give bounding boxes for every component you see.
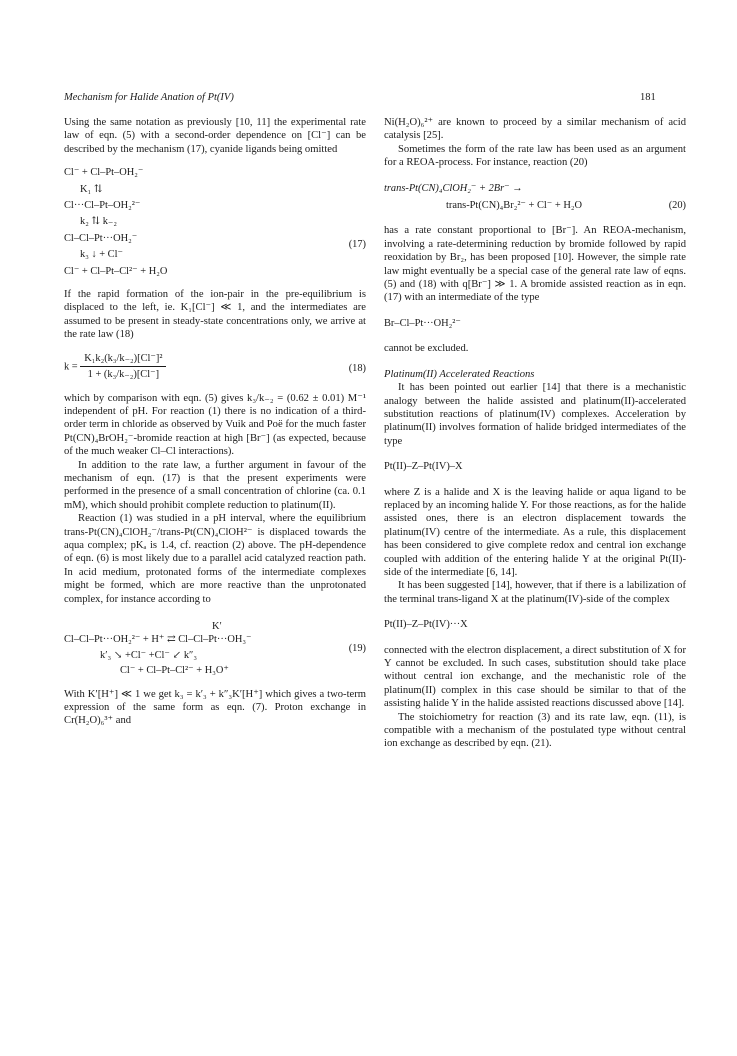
paragraph: Using the same notation as previously [10, 11] the experimental rate law of eqn. (5) with a second-order dependence on [Cl⁻] can be described by the mechanism (17), cyanide ligands being omitted [64,117,366,155]
equation-line: trans-Pt(CN)₄Br₂²⁻ + Cl⁻ + H₂O [446,200,582,212]
equation-line: k′₃ ↘ +Cl⁻ +Cl⁻ ↙ k″₃ [100,649,197,661]
paragraph: If the rapid formation of the ion-pair in the pre-equilibrium is displaced to the left, ie. K₁[Cl⁻] ≪ 1, and the intermediates are assumed to be present in steady-state concentrations only, we arrive at the rate law (18) [64,289,366,341]
page-number: 181 [640,92,656,103]
equation-bridged-intermediate: Pt(II)–Z–Pt(IV)–X [384,461,463,473]
equation-lhs: k = [64,360,78,372]
paragraph: connected with the electron displacement, a direct substitution of X for Y cannot be excluded. In such cases, substitution should take place without central ion exchange, and the mechanistic role of the platinum(II) complex in this case should be similar to that of the assisting halide Y in the halide assisted reactions discussed above [14]. [384,644,686,710]
fraction-denominator: 1 + (k₃/k₋₂)[Cl⁻] [87,369,160,381]
mechanism-line: Cl⁻ + Cl–Pt–OH₂⁻ [64,167,144,179]
mechanism-line: Cl···Cl–Pt–OH₂²⁻ [64,200,141,212]
equation-number: (17) [348,239,366,251]
equation-19 [64,620,366,678]
paragraph: has a rate constant proportional to [Br⁻]. An REOA-mechanism, involving a rate-determining reduction by bromide followed by rapid reoxidation by Br₂, has been proposed [10]. However, the simple rate law might eventually be a special case of the general rate law of eqns. (5) and (18) with q[Br⁻] ≫ 1. A bromide assisted reaction as in eqn. (17) with an intermediate of the type [384,225,686,304]
equation-number: (19) [348,643,366,654]
equation-fraction [80,352,166,382]
paragraph: It has been pointed out earlier [14] that there is a mechanistic analogy between the halide assisted and platinum(II)-accelerated substitution reactions of platinum(IV) complexes. Acceleration by platinum(II) involves formation of halide bridged intermediates of the type [384,382,686,447]
paragraph: The stoichiometry for reaction (3) and its rate law, eqn. (11), is compatible with a mechanism of the postulated type without central ion exchange as described by eqn. (21). [384,711,686,750]
left-column [64,116,366,728]
paragraph: Sometimes the form of the rate law has been used as an argument for a REOA-process. For instance, reaction (20) [384,143,686,169]
paragraph: which by comparison with eqn. (5) gives k₃/k₋₂ = (0.62 ± 0.01) M⁻¹ independent of pH. For reaction (1) there is no indication of a third-order term in chloride as observed by Vuik and Poë for the much faster Pt(CN)₄BrOH₂⁻-bromide reaction at high [Br⁻] (as expected, because of the much weaker Cl–Cl interactions). [64,392,366,458]
mechanism-line: Cl⁻ + Cl–Pt–Cl²⁻ + H₂O [64,265,168,277]
paragraph: Ni(H₂O)₆²⁺ are known to proceed by a similar mechanism of acid catalysis [25]. [384,117,686,142]
equation-line: Cl–Cl–Pt···OH₂²⁻ + H⁺ ⇄ Cl–Cl–Pt···OH₃⁻ [64,634,252,646]
equation-18 [64,352,366,382]
mechanism-step: k₃ ↓ + Cl⁻ [80,249,123,261]
section-heading: Platinum(II) Accelerated Reactions [384,368,535,380]
equilibrium-constant: K′ [212,621,222,632]
paragraph: With K′[H⁺] ≪ 1 we get k₃ = k′₃ + k″₃K′[H⁺] which gives a two-term expression of the same form as eqn. (7). Proton exchange in Cr(H₂O)₆³⁺ and [64,688,366,727]
equation-line: trans-Pt(CN)₄ClOH₂⁻ + 2Br⁻ → [384,182,523,194]
mechanism-step: K₁ ⇅ [80,183,103,195]
mechanism-step: k₂ ⇅ k₋₂ [80,216,118,228]
equation-number: (20) [668,199,686,211]
equation-line: Cl⁻ + Cl–Pt–Cl²⁻ + H₃O⁺ [120,665,229,677]
mechanism-line: Cl–Cl–Pt···OH₂⁻ [64,232,138,244]
paragraph: Reaction (1) was studied in a pH interval, where the equilibrium trans-Pt(CN)₄ClOH₂⁻/trans-Pt(CN)₄ClOH²⁻ is displaced towards the aqua complex; pKₐ is 1.4, cf. reaction (2) above. The pH-dependence of eqn. (6) is most likely due to a parallel acid catalyzed reaction path. In acid medium, protonated forms of the intermediate complexes might be formed, which are more reactive than the unprotonated complex, for instance according to [64,513,366,605]
mechanism-17 [64,166,366,278]
equation-labilized-intermediate: Pt(II)–Z–Pt(IV)···X [384,619,468,631]
paragraph: It has been suggested [14], however, that if there is a labilization of the terminal trans-ligand X at the platinum(IV)-side of the complex [384,580,686,605]
running-title: Mechanism for Halide Anation of Pt(IV) [64,92,234,103]
equation-20 [384,182,686,213]
paragraph: where Z is a halide and X is the leaving halide or aqua ligand to be replaced by an incoming halide Y. For those reactions, as for the halide assisted ones, there is an electron displacement towards the platinum(IV) centre of the intermediate. As a rule, this displacement has been considered to give complete redox and central ion exchange coupled with addition of the entering halide Y at the original Pt(II)-side of the intermediate [6, 14]. [384,486,686,578]
paragraph: In addition to the rate law, a further argument in favour of the mechanism of eqn. (17) is that the present experiments were performed in the presence of a small concentration of chlorine (ca. 0.1 mM), which should prohibit complete reduction to platinum(II). [64,459,366,511]
equation-intermediate: Br–Cl–Pt···OH₂²⁻ [384,317,461,329]
equation-number: (18) [348,362,366,374]
right-column [384,116,686,751]
fraction-numerator: K₁k₂(k₃/k₋₂)[Cl⁻]² [80,352,166,367]
paragraph: cannot be excluded. [384,343,469,355]
